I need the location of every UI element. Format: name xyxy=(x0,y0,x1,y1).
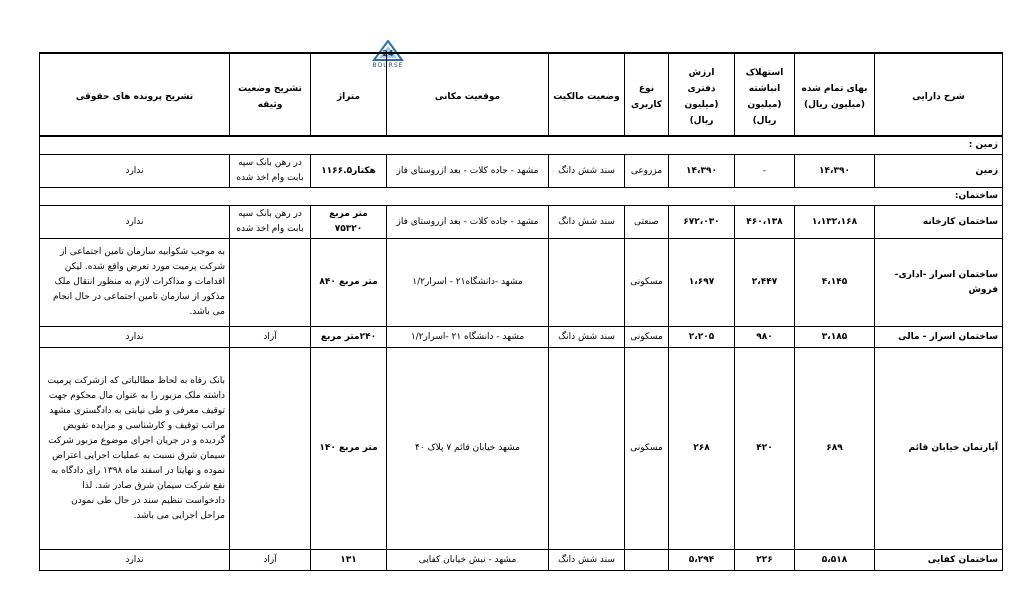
section-label-buildings: ساختمان: xyxy=(40,188,1003,206)
depreciation-value: ۲۲۶ xyxy=(735,550,795,571)
header-row xyxy=(40,53,1003,136)
asset-name: ساختمان اسرار - مالی xyxy=(875,327,1003,348)
header-cost: بهای تمام شده (میلیون ریال) xyxy=(795,53,875,136)
collateral-value xyxy=(230,348,311,550)
usage-value: مزروعی xyxy=(625,155,669,188)
location-value: مشهد خیابان قائم ۷ پلاک ۴۰ xyxy=(387,348,549,550)
header-usage: نوع کاربری xyxy=(625,53,669,136)
svg-text:24: 24 xyxy=(382,49,394,58)
section-row-land xyxy=(40,136,1003,155)
collateral-value: در رهن بانک سپه بابت وام اخذ شده xyxy=(230,155,311,188)
depreciation-value: ۴۲۰ xyxy=(735,348,795,550)
header-collateral: تشریح وضعیت وثیقه xyxy=(230,53,311,136)
usage-value: مسکونی xyxy=(625,348,669,550)
legal-value: بانک رفاه به لحاظ مطالباتی که ازشرکت پرمیت داشته ملک مزبور را به عنوان مال محکوم جهت توقیف معرفی و طی نیابتی به دادگستری مشهد مراتب توقیف و کارشناسی و مزایده تفویض گردیده و در جریان اجرای موضوع مزبور شرکت سیمان شرق نسبت به عملیات اجرایی اعتراض نموده و نهایتا در اسفند ماه ۱۳۹۸ رای دادگاه به نفع شرکت سیمان شرق صادر شد. لذا دادخواست تنظیم سند در حال طی نمودن مراحل اجرایی می باشد. xyxy=(40,348,230,550)
header-ownership: وضعیت مالکیت xyxy=(549,53,625,136)
cost-value: ۱،۱۳۲،۱۶۸ xyxy=(795,206,875,239)
asset-name: ساختمان کارخانه xyxy=(875,206,1003,239)
book-value: ۲۶۸ xyxy=(669,348,735,550)
collateral-value: آزاد xyxy=(230,550,311,571)
book-value: ۲،۲۰۵ xyxy=(669,327,735,348)
area-value: ۱۳۱ xyxy=(311,550,387,571)
header-depreciation: استهلاک انباشته (میلیون ریال) xyxy=(735,53,795,136)
cost-value: ۶۸۹ xyxy=(795,348,875,550)
section-label-land: زمین : xyxy=(40,136,1003,155)
legal-value: به موجب شکوابیه سازمان تامین اجتماعی از شرکت پرمیت مورد تعرض واقع شده. لیکن اقدامات و مذاکرات لازم به منظور انتقال ملک مذکور از سازمان تامین اجتماعی در حال انجام می باشد. xyxy=(40,239,230,327)
legal-value: ندارد xyxy=(40,206,230,239)
ownership-value: سند شش دانگ xyxy=(549,327,625,348)
area-value: متر مربع ۷۵۳۲۰ xyxy=(311,206,387,239)
header-location: موقعیت مکانی xyxy=(387,53,549,136)
area-value: متر مربع ۸۴۰ xyxy=(311,239,387,327)
asset-name: آپارتمان خیابان قائم xyxy=(875,348,1003,550)
header-asset-desc: شرح دارایی xyxy=(875,53,1003,136)
table-row xyxy=(40,155,1003,188)
area-value: هکتار۱۱۶۶.۵ xyxy=(311,155,387,188)
legal-value: ندارد xyxy=(40,550,230,571)
usage-value: مسکونی xyxy=(625,239,669,327)
collateral-value: آزاد xyxy=(230,327,311,348)
usage-value: صنعتی xyxy=(625,206,669,239)
area-value: متر مربع ۱۴۰ xyxy=(311,348,387,550)
asset-name: ساختمان اسرار -اداری-فروش xyxy=(875,239,1003,327)
logo-text: BOURSE xyxy=(372,62,404,69)
legal-value: ندارد xyxy=(40,327,230,348)
location-value: مشهد - نبش خیابان کفایی xyxy=(387,550,549,571)
cost-value: ۳،۱۸۵ xyxy=(795,327,875,348)
table-row xyxy=(40,550,1003,571)
collateral-value xyxy=(230,239,311,327)
section-row-buildings xyxy=(40,188,1003,206)
depreciation-value: - xyxy=(735,155,795,188)
usage-value xyxy=(625,550,669,571)
location-value: مشهد -دانشگاه۲۱ - اسرار۱/۲ xyxy=(387,239,549,327)
ownership-value xyxy=(549,239,625,327)
header-book-value: ارزش دفتری (میلیون ریال) xyxy=(669,53,735,136)
cost-value: ۴،۱۴۵ xyxy=(795,239,875,327)
asset-name: ساختمان کفایی xyxy=(875,550,1003,571)
collateral-value: در رهن بانک سپه بابت وام اخذ شده xyxy=(230,206,311,239)
table-row xyxy=(40,327,1003,348)
book-value: ۵،۲۹۴ xyxy=(669,550,735,571)
area-value: ۲۴۰متر مربع xyxy=(311,327,387,348)
ownership-value: سند شش دانگ xyxy=(549,550,625,571)
book-value: ۶۷۲،۰۳۰ xyxy=(669,206,735,239)
ownership-value xyxy=(549,348,625,550)
header-legal: تشریح پرونده های حقوقی xyxy=(40,53,230,136)
cost-value: ۱۴،۳۹۰ xyxy=(795,155,875,188)
depreciation-value: ۴۶۰،۱۳۸ xyxy=(735,206,795,239)
book-value: ۱۴،۳۹۰ xyxy=(669,155,735,188)
asset-name: زمین xyxy=(875,155,1003,188)
header-area: متراژ xyxy=(311,53,387,136)
table-row xyxy=(40,206,1003,239)
table-row xyxy=(40,348,1003,550)
location-value: مشهد - جاده کلات - بعد ازروستای فاز xyxy=(387,206,549,239)
cost-value: ۵،۵۱۸ xyxy=(795,550,875,571)
location-value: مشهد - دانشگاه ۲۱ -اسرار۱/۲ xyxy=(387,327,549,348)
depreciation-value: ۹۸۰ xyxy=(735,327,795,348)
assets-table xyxy=(39,52,1003,571)
book-value: ۱،۶۹۷ xyxy=(669,239,735,327)
location-value: مشهد - جاده کلات - بعد ازروستای فاز xyxy=(387,155,549,188)
depreciation-value: ۲،۴۴۷ xyxy=(735,239,795,327)
ownership-value: سند شش دانگ xyxy=(549,206,625,239)
legal-value: ندارد xyxy=(40,155,230,188)
usage-value: مسکونی xyxy=(625,327,669,348)
ownership-value: سند شش دانگ xyxy=(549,155,625,188)
table-row xyxy=(40,239,1003,327)
